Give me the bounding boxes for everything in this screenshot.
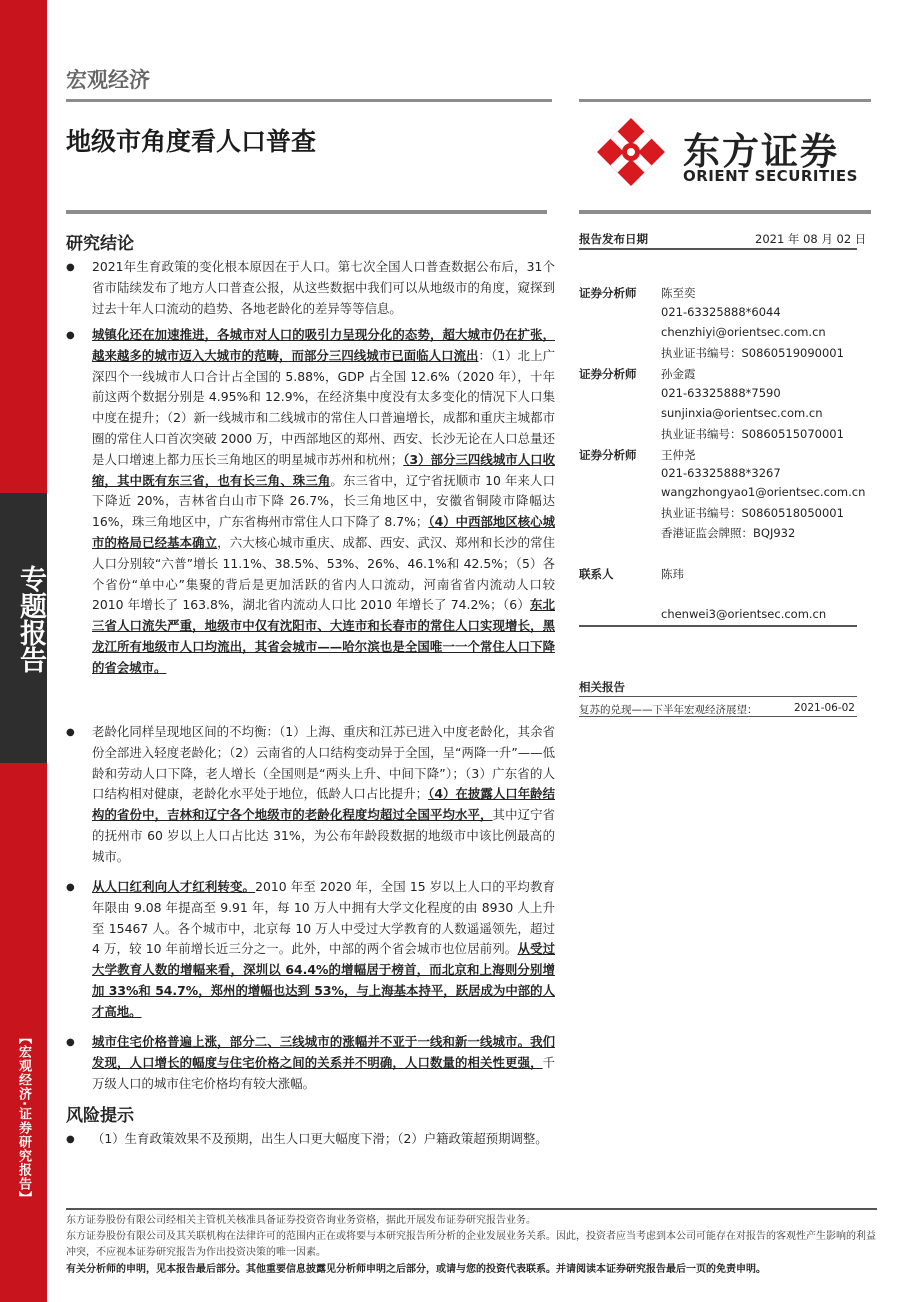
body-text: 老龄化同样呈现地区间的不均衡：（1）上海、重庆和江苏已进入中度老龄化，其余省份全部进入轻度老龄化；（2）云南省的人口结构变动异于全国，呈“两降一升”——低龄和劳动人口下降，老人增长（全国则是“两头上升、中间下降”）；（3）广东省的人口结构相对健康，老龄化水平处于地位，低龄人口占比提升； xyxy=(92,724,555,802)
highlighted-text: 城市住宅价格普遍上涨，部分二、三线城市的涨幅并不亚于一线和新一线城市。我们发现，人口增长的幅度与住宅价格之间的关系并不明确，人口数量的相关性更强， xyxy=(92,1034,555,1070)
body-text: 千万级人口的城市住宅价格均有较大涨幅。 xyxy=(92,1054,555,1091)
analyst-name: 陈至奕 xyxy=(661,286,696,300)
report-date-label: 报告发布日期 xyxy=(579,232,648,246)
logo-chinese-name: 东方证券 xyxy=(683,130,839,173)
series-label: 【宏观经济·证券研究报告】 xyxy=(16,1031,31,1205)
highlighted-text: （4）在披露人口年龄结构的省份中，吉林和辽宁各个地级市的老龄化程度均超过全国平均水平， xyxy=(92,786,556,823)
divider xyxy=(579,716,857,717)
footer-disclosure: 东方证券股份有限公司及其关联机构在法律许可的范围内正在或将要与本研究报告所分析的企业发展业务关系。因此，投资者应当考虑到本公司可能存在对报告的客观性产生影响的利益冲突，不应视本证券研究报告为作出投资决策的唯一因素。 xyxy=(66,1231,876,1258)
highlighted-text: 从受过大学教育人数的增幅来看，深圳以 64.4%的增幅居于榜首，而北京和上海则分别增加 33%和 54.7%，郑州的增幅也达到 53%，与上海基本持平，跃居成为中部的人才高地。 xyxy=(92,941,556,1019)
body-text: 。东三省中，辽宁省抚顺市 10 年来人口下降近 20%，吉林省白山市下降 26.7%，长三角地区中，安徽省铜陵市降幅达 16%，珠三角地区中，广东省梅州市常住人口下降了 8.7%； xyxy=(92,472,555,530)
highlighted-text: （4）中西部地区核心城市的格局已经基本确立 xyxy=(92,514,555,550)
divider xyxy=(579,625,857,627)
analyst-cert: 执业证书编号：S0860518050001 xyxy=(661,506,844,520)
analyst-phone: 021-63325888*7590 xyxy=(661,386,781,400)
highlighted-text: 东北三省人口流失严重，地级市中仅有沈阳市、大连市和长春市的常住人口实现增长，黑龙江所有地级市人口均流出，其省会城市——哈尔滨也是全国唯一一个常住人口下降的省会城市。 xyxy=(92,597,555,675)
analyst-email[interactable]: wangzhongyao1@orientsec.com.cn xyxy=(661,485,866,499)
analyst-label: 证券分析师 xyxy=(579,286,637,300)
divider xyxy=(579,696,857,697)
analyst-phone: 021-63325888*6044 xyxy=(661,305,781,319)
conclusions-heading: 研究结论 xyxy=(66,234,134,254)
report-date: 2021 年 08 月 02 日 xyxy=(755,232,867,246)
contact-label: 联系人 xyxy=(579,567,614,581)
bullet-icon: ● xyxy=(66,727,75,738)
related-label: 相关报告 xyxy=(579,680,625,694)
analyst-name: 王仲尧 xyxy=(661,448,696,462)
divider xyxy=(579,248,857,250)
bullet-icon: ● xyxy=(66,262,75,273)
bullet-icon: ● xyxy=(66,882,75,893)
company-logo xyxy=(596,117,866,187)
bullet-icon: ● xyxy=(66,1037,75,1048)
related-report-date: 2021-06-02 xyxy=(793,702,855,714)
body-text: ：（1）北上广深四个一线城市人口合计占全国的 5.88%，GDP 占全国 12.6%（2020 年），十年前这两个数据分别是 4.95%和 12.9%，在经济集中度没有太多变化的情况下人口集中度在提升；（2）新一线城市和二线城市的常住人口普遍增长，成都和重庆主城都市圈的常住人口首次突破 2000 万，中西部地区的郑州、西安、长沙无论在人口总量还是人口增速上都力压长三角地区的明星城市苏州和杭州； xyxy=(92,347,556,467)
highlighted-text: （3）部分三四线城市人口收缩，其中既有东三省，也有长三角、珠三角 xyxy=(92,451,556,488)
conclusion-paragraph xyxy=(92,1032,555,1094)
conclusion-paragraph xyxy=(92,257,555,319)
footer-qualification: 东方证券股份有限公司经相关主管机关核准具备证券投资咨询业务资格，据此开展发布证券研究报告业务。 xyxy=(66,1215,536,1226)
conclusion-paragraph xyxy=(92,325,555,679)
analyst-label: 证券分析师 xyxy=(579,448,637,462)
report-type-label: 专题报告 xyxy=(15,565,46,673)
footer-analyst-statement: 有关分析师的申明，见本报告最后部分。其他重要信息披露见分析师申明之后部分，或请与您的投资代表联系。并请阅读本证券研究报告最后一页的免责申明。 xyxy=(66,1264,766,1275)
analyst-phone: 021-63325888*3267 xyxy=(661,466,781,480)
related-report-title[interactable]: 复苏的兑现——下半年宏观经济展望： xyxy=(579,704,758,716)
highlighted-text: 从人口红利向人才红利转变。 xyxy=(92,879,256,894)
conclusion-paragraph xyxy=(92,877,555,1023)
body-text: ，六大核心城市重庆、成都、西安、武汉、郑州和长沙的常住人口分别较“六普”增长 11.1%、38.5%、53%、26%、46.1%和 42.5%；（5）各个省份“单中心”集聚的背后是更加活跃的省内人口流动，河南省省内流动人口较 2010 年增长了 163.8%，湖北省内流动人口比 2010 年增长了 74.2%；（6） xyxy=(92,534,556,613)
divider xyxy=(579,210,871,214)
footer-divider xyxy=(66,1208,877,1210)
analyst-cert: 执业证书编号：S0860519090001 xyxy=(661,346,844,360)
contact-name: 陈玮 xyxy=(661,567,684,581)
analyst-cert: 执业证书编号：S0860515070001 xyxy=(661,427,844,441)
divider xyxy=(66,99,552,102)
divider xyxy=(66,210,547,214)
conclusion-paragraph xyxy=(92,722,555,868)
analyst-name: 孙金霞 xyxy=(661,367,696,381)
logo-english-name: ORIENT SECURITIES xyxy=(683,167,858,185)
bullet-icon: ● xyxy=(66,330,75,341)
bullet-icon: ● xyxy=(66,1134,75,1145)
analyst-email[interactable]: chenzhiyi@orientsec.com.cn xyxy=(661,325,826,339)
report-title: 地级市角度看人口普查 xyxy=(66,127,317,156)
contact-email[interactable]: chenwei3@orientsec.com.cn xyxy=(661,607,827,621)
highlighted-text: 城镇化还在加速推进，各城市对人口的吸引力呈现分化的态势，超大城市仍在扩张，越来越多的城市迈入大城市的范畴，而部分三四线城市已面临人口流出 xyxy=(92,327,555,363)
orient-logo-icon xyxy=(596,117,666,187)
risk-text: （1）生育政策效果不及预期，出生人口更大幅度下滑；（2）户籍政策超预期调整。 xyxy=(92,1131,548,1146)
analyst-hk-license: 香港证监会牌照：BQJ932 xyxy=(661,526,796,540)
analyst-label: 证券分析师 xyxy=(579,367,637,381)
body-text: 其中辽宁省的抚州市 60 岁以上人口占比达 31%，为公布年龄段数据的地级市中该比例最高的城市。 xyxy=(92,807,556,864)
category-label: 宏观经济 xyxy=(66,68,150,92)
body-text: 2021年生育政策的变化根本原因在于人口。第七次全国人口普查数据公布后，31个省市陆续发布了地方人口普查公报，从这些数据中我们可以从地级市的角度，窥探到过去十年人口流动的趋势、各地老龄化的差异等等信息。 xyxy=(92,259,555,316)
report-type-tab xyxy=(0,493,47,763)
analyst-email[interactable]: sunjinxia@orientsec.com.cn xyxy=(661,406,823,420)
body-text: 2010 年至 2020 年，全国 15 岁以上人口的平均教育年限由 9.08 年提高至 9.91 年，每 10 万人中拥有大学文化程度的由 8930 人上升至 15467 人。各个城市中，北京每 10 万人中受过大学教育的人数遥遥领先，超过 4 万，较 10 年前增长近三分之一。此外，中部的两个省会城市也位居前列。 xyxy=(92,879,556,957)
divider xyxy=(579,99,871,102)
risk-heading: 风险提示 xyxy=(66,1106,134,1126)
